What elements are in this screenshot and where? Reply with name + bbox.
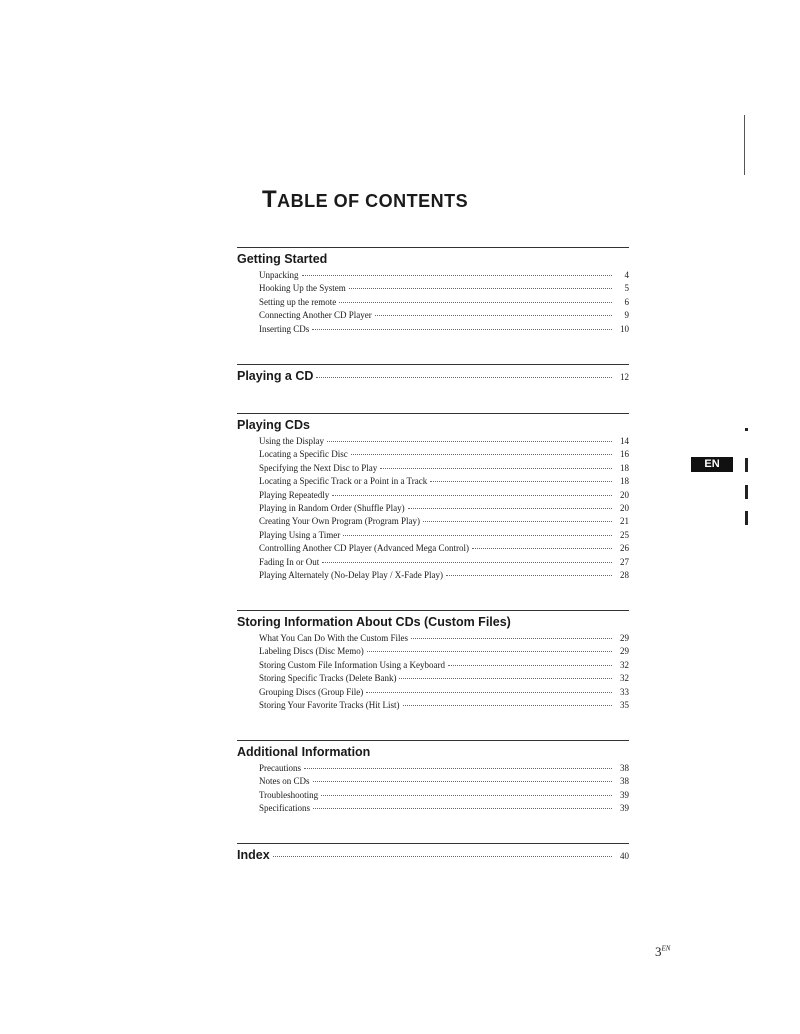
page-title — [262, 186, 468, 214]
section-heading: Storing Information About CDs (Custom Files) — [237, 615, 511, 629]
section-getting-started — [237, 247, 629, 336]
entry-page: 26 — [620, 543, 629, 554]
entry-page: 33 — [620, 686, 629, 697]
toc-entry[interactable] — [259, 556, 629, 569]
toc-entry[interactable] — [259, 645, 629, 658]
dot-leader — [472, 548, 612, 549]
toc-entry[interactable] — [259, 762, 629, 775]
toc-entry[interactable] — [259, 569, 629, 582]
entry-page: 18 — [620, 462, 629, 473]
section-heading: Getting Started — [237, 252, 328, 266]
dot-leader — [351, 454, 612, 455]
entry-label: Unpacking — [259, 270, 299, 280]
entry-page: 29 — [620, 633, 629, 643]
entry-page: 38 — [620, 763, 629, 773]
entry-label: Playing Using a Timer — [259, 529, 341, 540]
entry-page: 38 — [620, 776, 629, 787]
toc-entry[interactable] — [259, 515, 629, 528]
entry-label: What You Can Do With the Custom Files — [259, 633, 408, 643]
toc-entry[interactable] — [259, 775, 629, 788]
section-divider — [237, 413, 629, 414]
entry-label: Setting up the remote — [259, 296, 337, 307]
margin-mark — [745, 511, 748, 525]
toc-entry[interactable] — [259, 296, 629, 309]
dot-leader — [367, 651, 612, 652]
toc-entry[interactable] — [237, 847, 629, 864]
entry-page: 28 — [620, 570, 629, 581]
entry-label: Storing Custom File Information Using a Keyboard — [259, 659, 445, 670]
toc-entry[interactable] — [259, 802, 629, 815]
toc-entry[interactable] — [237, 368, 629, 385]
entry-label: Troubleshooting — [259, 789, 319, 800]
dot-leader — [446, 575, 612, 576]
margin-mark — [745, 428, 748, 431]
entry-label: Storing Specific Tracks (Delete Bank) — [259, 673, 397, 684]
dot-leader — [430, 481, 612, 482]
entry-label: Locating a Specific Disc — [259, 449, 348, 460]
page-number — [655, 944, 670, 960]
page-number-suffix: EN — [661, 944, 671, 953]
dot-leader — [408, 508, 612, 509]
entry-page: 18 — [620, 476, 629, 487]
entry-page: 6 — [624, 296, 629, 307]
entry-label: Precautions — [259, 763, 301, 773]
dot-leader — [313, 808, 612, 809]
entry-page: 25 — [620, 529, 629, 540]
dot-leader — [339, 302, 612, 303]
entry-page: 20 — [620, 503, 629, 514]
toc-entry[interactable] — [259, 502, 629, 515]
entry-page: 32 — [620, 659, 629, 670]
entry-page: 32 — [620, 673, 629, 684]
entry-label: Storing Your Favorite Tracks (Hit List) — [259, 700, 400, 711]
section-divider — [237, 364, 629, 365]
toc-entry[interactable] — [259, 699, 629, 712]
section-playing-cds — [237, 413, 629, 582]
entry-label: Creating Your Own Program (Program Play) — [259, 516, 420, 527]
dot-leader — [343, 535, 612, 536]
entry-label: Controlling Another CD Player (Advanced Mega Control) — [259, 543, 469, 554]
dot-leader — [423, 521, 612, 522]
entry-label: Hooking Up the System — [259, 283, 346, 294]
dot-leader — [403, 705, 612, 706]
dot-leader — [380, 468, 612, 469]
toc-entry[interactable] — [259, 462, 629, 475]
section-heading: Playing CDs — [237, 418, 310, 432]
title-initial: T — [262, 186, 278, 213]
entry-label: Specifications — [259, 803, 310, 814]
section-divider — [237, 843, 629, 844]
entry-page: 16 — [620, 449, 629, 460]
toc-entry[interactable] — [259, 435, 629, 448]
entry-page: 10 — [620, 323, 629, 334]
dot-leader — [448, 665, 612, 666]
entry-label: Playing Alternately (No-Delay Play / X-Fade Play) — [259, 570, 443, 581]
section-playing-a-cd — [237, 364, 629, 385]
entry-page: 40 — [620, 851, 629, 861]
entry-page: 27 — [620, 556, 629, 567]
toc-entry[interactable] — [259, 686, 629, 699]
dot-leader — [302, 275, 613, 276]
entry-page: 20 — [620, 489, 629, 500]
dot-leader — [316, 377, 612, 378]
entry-label: Playing in Random Order (Shuffle Play) — [259, 503, 405, 514]
section-divider — [237, 610, 629, 611]
entry-page: 9 — [624, 310, 629, 321]
scan-mark — [744, 115, 745, 175]
section-heading: Playing a CD — [237, 369, 314, 383]
entry-page: 12 — [620, 372, 629, 382]
toc-entry[interactable] — [259, 323, 629, 336]
entry-label: Connecting Another CD Player — [259, 310, 372, 321]
section-divider — [237, 740, 629, 741]
dot-leader — [399, 678, 612, 679]
entry-page: 39 — [620, 803, 629, 814]
section-index — [237, 843, 629, 864]
language-badge: EN — [691, 457, 733, 472]
dot-leader — [366, 692, 612, 693]
dot-leader — [312, 329, 612, 330]
page-number-value: 3 — [655, 944, 662, 959]
entry-label: Labeling Discs (Disc Memo) — [259, 646, 364, 657]
entry-page: 29 — [620, 646, 629, 657]
dot-leader — [332, 495, 612, 496]
toc-entry[interactable] — [259, 659, 629, 672]
section-heading: Index — [237, 848, 270, 862]
entry-page: 39 — [620, 789, 629, 800]
entry-label: Using the Display — [259, 436, 324, 446]
section-divider — [237, 247, 629, 248]
entry-label: Grouping Discs (Group File) — [259, 686, 364, 697]
dot-leader — [313, 781, 612, 782]
entry-page: 21 — [620, 516, 629, 527]
section-heading: Additional Information — [237, 745, 371, 759]
dot-leader — [273, 856, 612, 857]
entry-label: Notes on CDs — [259, 776, 310, 787]
toc-entry[interactable] — [259, 672, 629, 685]
entry-label: Specifying the Next Disc to Play — [259, 462, 378, 473]
dot-leader — [304, 768, 612, 769]
dot-leader — [349, 288, 612, 289]
toc-entry[interactable] — [259, 282, 629, 295]
toc-entry[interactable] — [259, 789, 629, 802]
dot-leader — [322, 562, 612, 563]
toc-entry[interactable] — [259, 309, 629, 322]
entry-page: 35 — [620, 700, 629, 711]
toc-entry[interactable] — [259, 529, 629, 542]
entry-page: 4 — [624, 270, 629, 280]
title-rest: ABLE OF CONTENTS — [277, 191, 469, 211]
toc-entry[interactable] — [259, 542, 629, 555]
entry-label: Playing Repeatedly — [259, 489, 330, 500]
entry-label: Locating a Specific Track or a Point in a Track — [259, 476, 428, 487]
toc-entry[interactable] — [259, 632, 629, 645]
toc-entry[interactable] — [259, 269, 629, 282]
toc-entry[interactable] — [259, 489, 629, 502]
margin-mark — [745, 485, 748, 499]
dot-leader — [411, 638, 612, 639]
entry-label: Fading In or Out — [259, 556, 320, 567]
entry-page: 5 — [624, 283, 629, 294]
toc-entry[interactable] — [259, 475, 629, 488]
dot-leader — [327, 441, 612, 442]
section-custom-files — [237, 610, 629, 712]
margin-mark — [745, 458, 748, 472]
dot-leader — [375, 315, 612, 316]
toc-entry[interactable] — [259, 448, 629, 461]
section-additional-information — [237, 740, 629, 816]
dot-leader — [321, 795, 612, 796]
entry-label: Inserting CDs — [259, 323, 310, 334]
entry-page: 14 — [620, 436, 629, 446]
